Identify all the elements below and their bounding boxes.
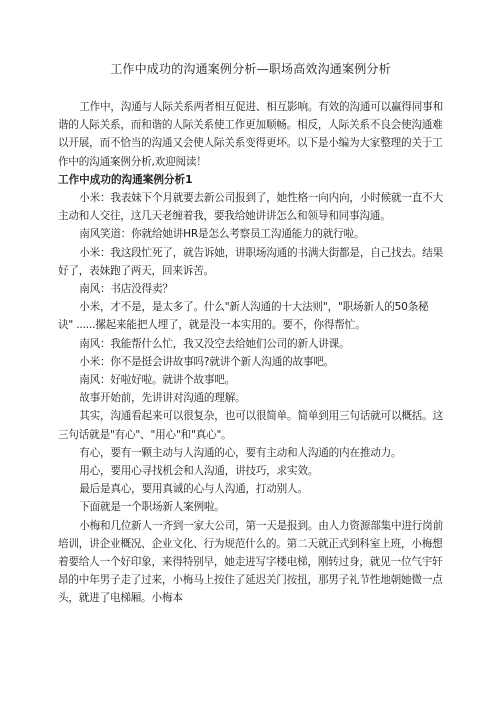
body-paragraph: 南风：我能帮什么忙，我又没空去给她们公司的新人讲课。 <box>79 337 350 350</box>
body-paragraph: 下面就是一个职场新人案例啦。 <box>79 501 225 514</box>
document-page <box>58 60 443 608</box>
body-paragraph: 小米：我表妹下个月就要去新公司报到了，她性格一向内向，小时候就一直不大主动和人交往，这几天老缠着我，要我给她讲讲怎么和领导和同事沟通。 <box>58 192 443 223</box>
body-paragraph: 小米：你不是挺会讲故事吗?就讲个新人沟通的故事吧。 <box>79 355 335 368</box>
body-paragraph: 南风：好啦好啦。就讲个故事吧。 <box>79 374 236 387</box>
body-paragraph: 小米：我这段忙死了，就告诉她，讲职场沟通的书满大街都是，自己找去。结果好了，表妹跑了两天，回来诉苦。 <box>58 246 443 277</box>
body-paragraph: 小梅和几位新人一齐到一家大公司，第一天是报到。由人力资源部集中进行岗前培训，讲企业概况、企业文化、行为规范什么的。第二天就正式到科室上班，小梅想着要给人一个好印象，来得特别早，她走进写字楼电梯，刚转过身，就见一位气宇轩昂的中年男子走了过来，小梅马上按住了延迟关门按扭，那男子礼节性地朝她微一点头，就进了电梯厢。小梅本 <box>58 519 443 605</box>
section-heading: 工作中成功的沟通案例分析1 <box>58 173 193 186</box>
intro-paragraph: 工作中，沟通与人际关系两者相互促进、相互影响。有效的沟通可以赢得同事和谐的人际关系，而和谐的人际关系使工作更加顺畅。相反，人际关系不良会使沟通难以开展，而不恰当的沟通又会使人际关系变得更坏。以下是小编为大家整理的关于工作中的沟通案例分析,欢迎阅读！ <box>58 101 443 168</box>
body-paragraph: 最后是真心，要用真诚的心与人沟通，打动别人。 <box>79 483 308 496</box>
body-paragraph: 用心，要用心寻找机会和人沟通，讲技巧，求实效。 <box>79 465 319 478</box>
body-paragraph: 南风笑道：你就给她讲HR是怎么考察员工沟通能力的就行啦。 <box>79 228 365 241</box>
body-paragraph: 小米，才不是，是太多了。什么"新人沟通的十大法则"，"职场新人的50条秘诀" ......摞起来能把人埋了，就是没一本实用的。要不，你得帮忙。 <box>58 301 429 332</box>
document-title: 工作中成功的沟通案例分析—职场高效沟通案例分析 <box>110 62 391 76</box>
body-paragraph: 故事开始前，先讲讲对沟通的理解。 <box>79 392 246 405</box>
body-paragraph: 南风：书店没得卖？ <box>79 283 173 296</box>
body-paragraph: 有心，要有一颗主动与人沟通的心，要有主动和人沟通的内在推动力。 <box>79 446 402 459</box>
body-paragraph: 其实，沟通看起来可以很复杂，也可以很简单。简单到用三句话就可以概括。这三句话就是"有心"、"用心"和"真心"。 <box>58 410 443 441</box>
